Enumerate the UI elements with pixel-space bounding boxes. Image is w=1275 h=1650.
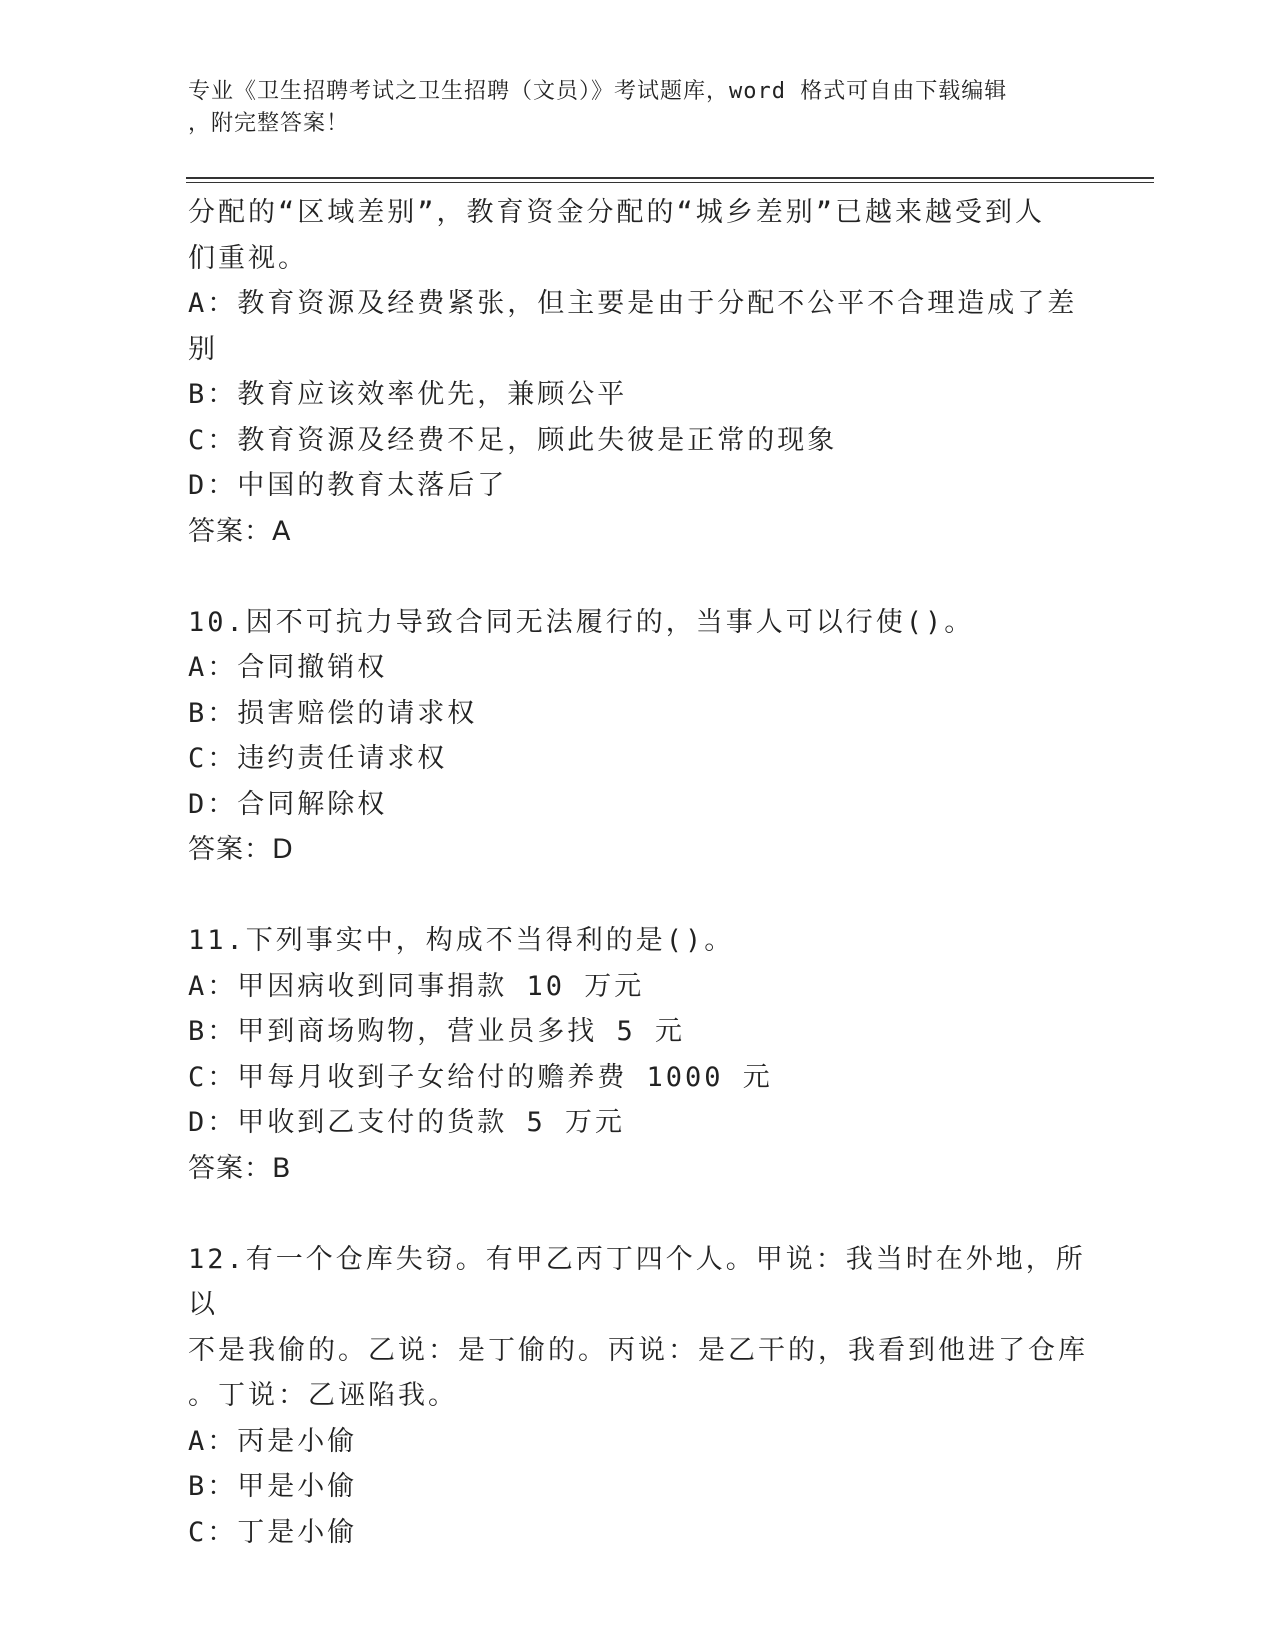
- question-block-prev: [188, 190, 1088, 554]
- option-b: B：教育应该效率优先，兼顾公平: [188, 379, 628, 410]
- option-c: C：丁是小偷: [188, 1516, 358, 1548]
- option-d: D：甲收到乙支付的货款 5 万元: [188, 1107, 626, 1138]
- page-header: [188, 76, 1088, 140]
- header-rule-thick: [186, 177, 1154, 179]
- option-b: B：损害赔偿的请求权: [188, 697, 478, 729]
- header-line-2: ，附完整答案！: [188, 111, 350, 136]
- option-a: A：甲因病收到同事捐款 10 万元: [188, 970, 645, 1002]
- option-d: D：中国的教育太落后了: [188, 470, 508, 501]
- question-text: 11.下列事实中，构成不当得利的是()。: [188, 925, 735, 956]
- answer-label: 答案：D: [188, 834, 294, 865]
- header-line-1: 专业《卫生招聘考试之卫生招聘（文员）》考试题库，word 格式可自由下载编辑: [188, 79, 1008, 104]
- question-text: 。丁说：乙诬陷我。: [188, 1380, 458, 1411]
- question-block-10: [188, 600, 1088, 873]
- question-block-12: [188, 1237, 1088, 1556]
- question-text: 12.有一个仓库失窃。有甲乙丙丁四个人。甲说：我当时在外地，所以: [188, 1243, 1086, 1320]
- option-a: A：合同撤销权: [188, 652, 388, 683]
- question-list: [188, 190, 1088, 1555]
- spacer: [188, 1191, 1088, 1237]
- option-c: C：违约责任请求权: [188, 743, 448, 774]
- option-d: D：合同解除权: [188, 788, 388, 820]
- question-text: 们重视。: [188, 242, 308, 274]
- option-a: A：教育资源及经费紧张，但主要是由于分配不公平不合理造成了差别: [188, 288, 1078, 365]
- option-b: B：甲到商场购物，营业员多找 5 元: [188, 1016, 686, 1047]
- header-rule-thin: [186, 182, 1154, 183]
- spacer: [188, 873, 1088, 919]
- question-block-11: [188, 918, 1088, 1191]
- option-c: C：教育资源及经费不足，顾此失彼是正常的现象: [188, 424, 838, 456]
- option-c: C：甲每月收到子女给付的赡养费 1000 元: [188, 1061, 773, 1093]
- answer-label: 答案：A: [188, 515, 292, 547]
- question-text: 10.因不可抗力导致合同无法履行的，当事人可以行使()。: [188, 606, 975, 638]
- option-a: A：丙是小偷: [188, 1425, 358, 1457]
- option-b: B：甲是小偷: [188, 1471, 358, 1502]
- answer-label: 答案：B: [188, 1152, 292, 1184]
- question-text: 分配的“区域差别”，教育资金分配的“城乡差别”已越来越受到人: [188, 197, 1046, 228]
- spacer: [188, 554, 1088, 600]
- question-text: 不是我偷的。乙说：是丁偷的。丙说：是乙干的，我看到他进了仓库: [188, 1334, 1088, 1366]
